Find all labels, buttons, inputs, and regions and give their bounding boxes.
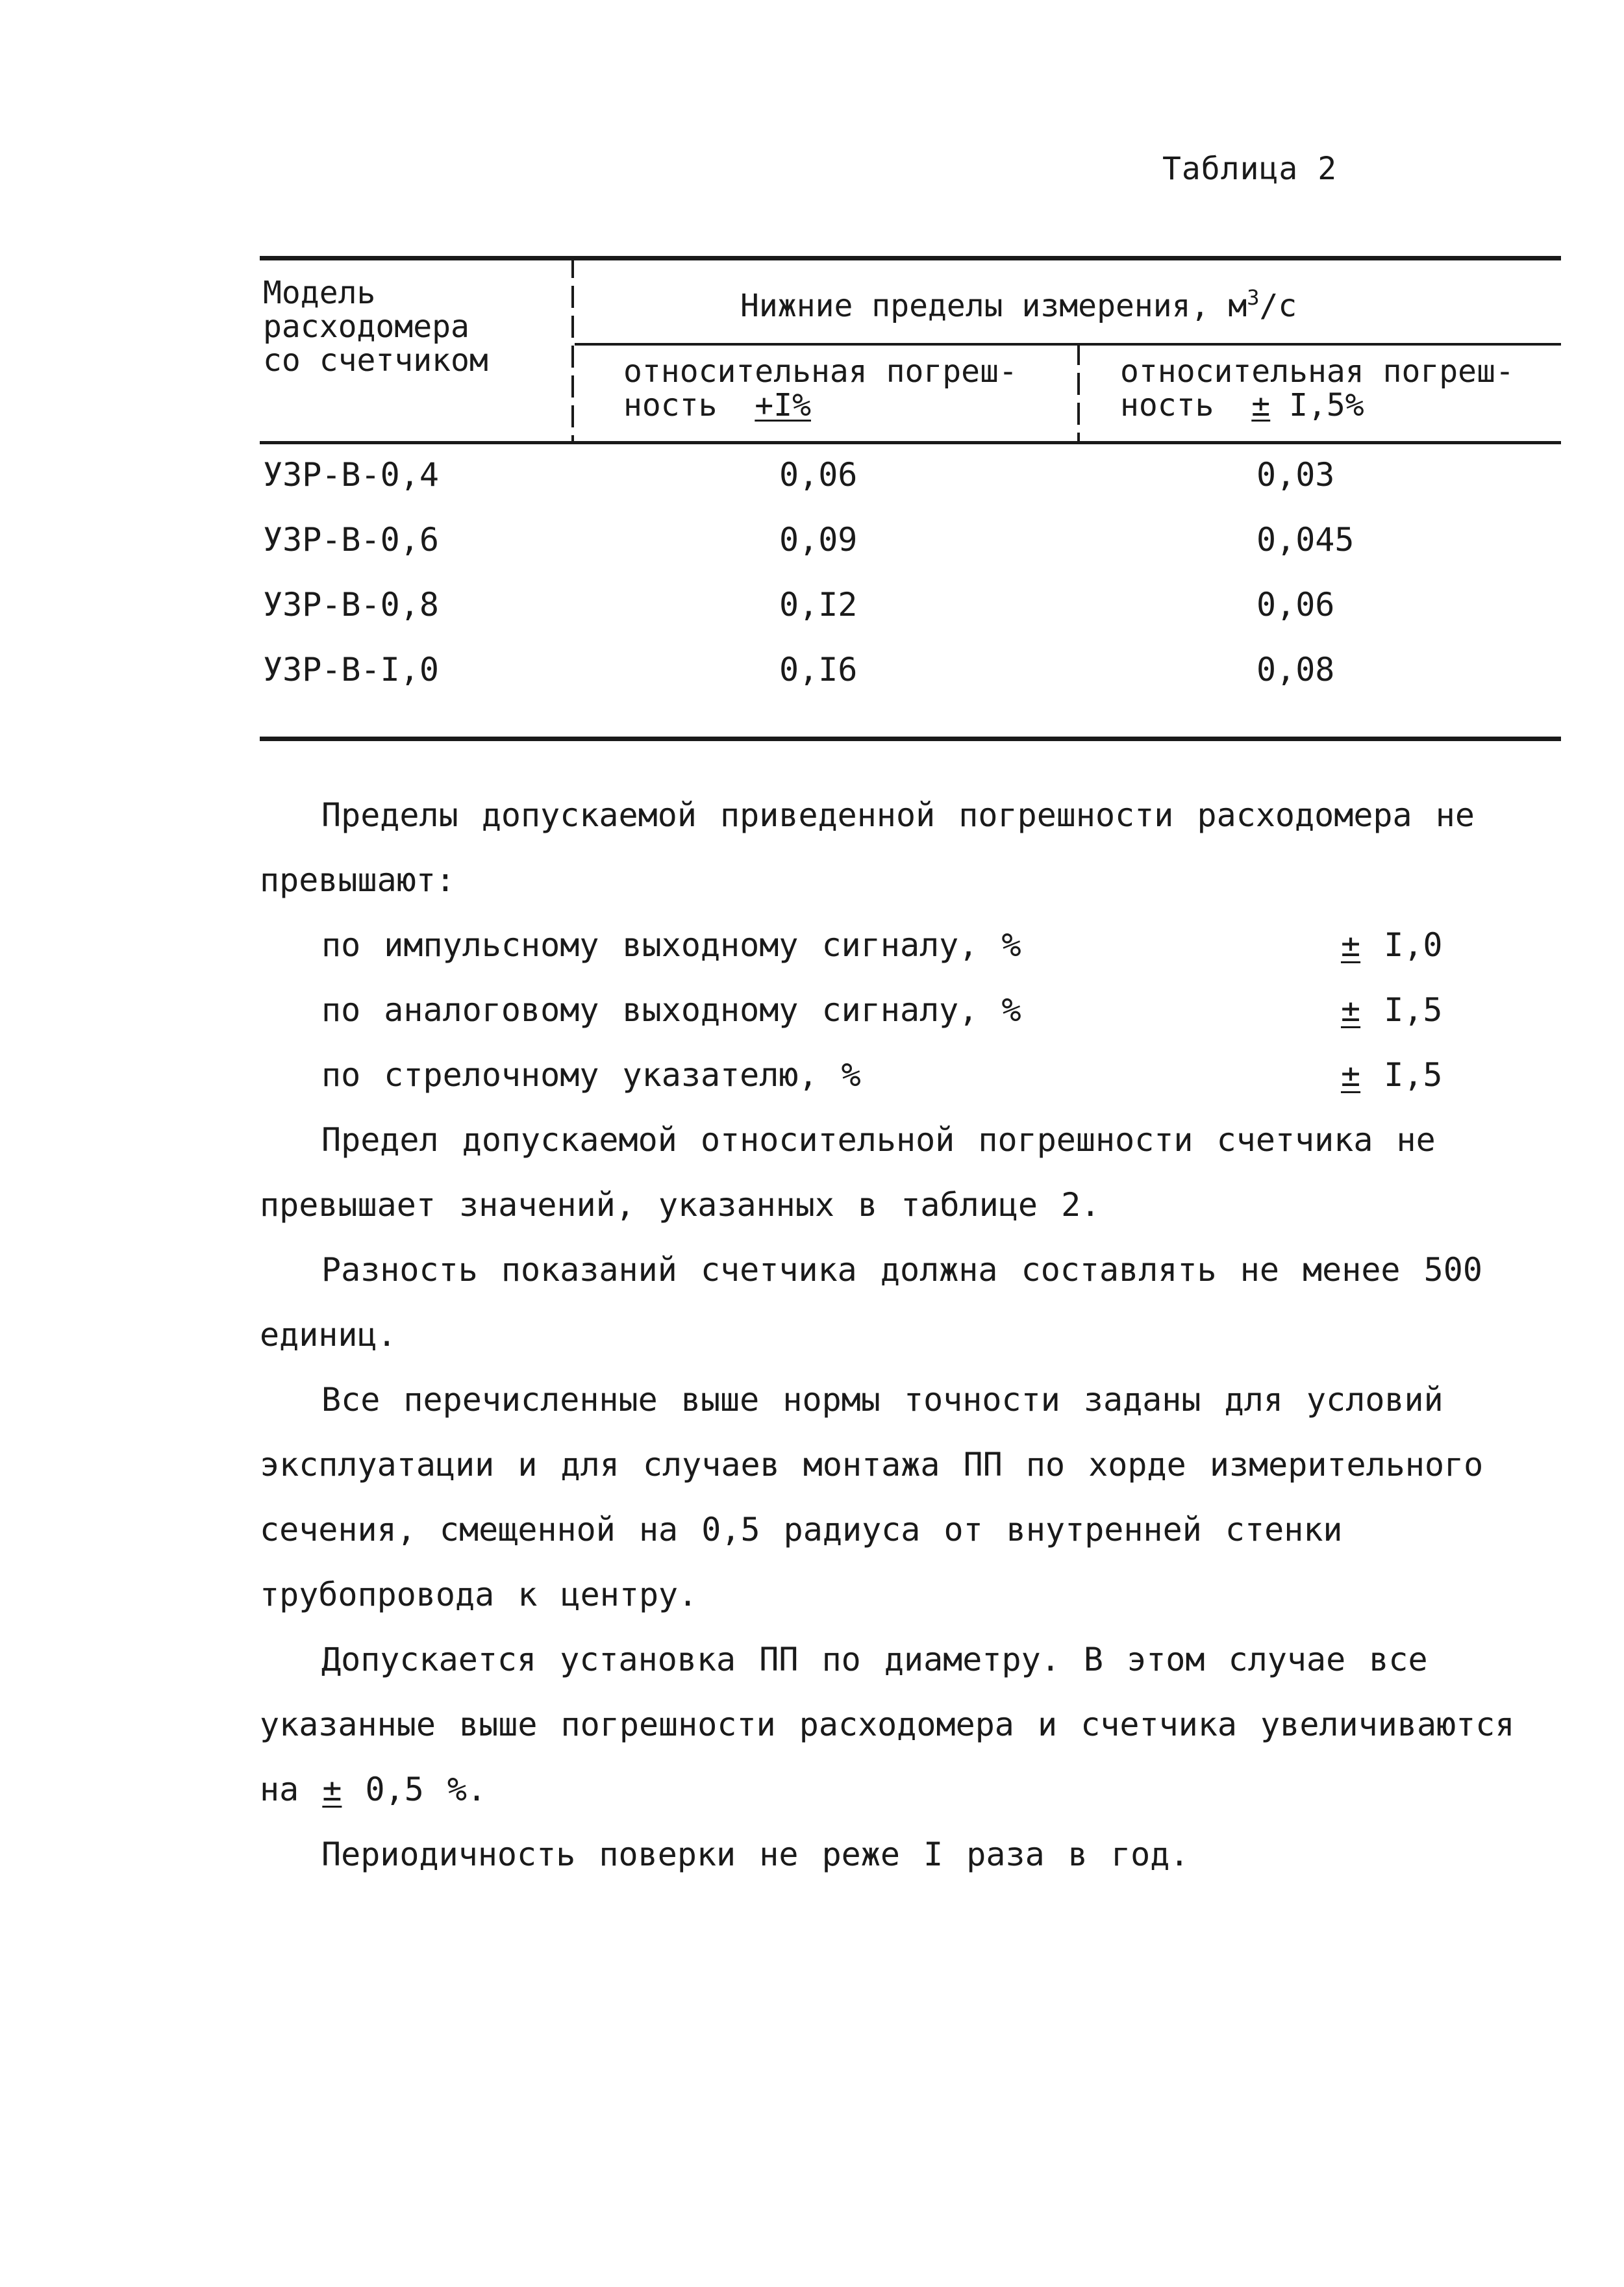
paragraph-accuracy-conditions: Все перечисленные выше нормы точности заданы для условий эксплуатации и для случаев монтажа ПП по хорде измерительного сечения, смещенной на 0,5 радиуса от внутренней стенки трубопровода к центру. — [260, 1381, 1484, 1613]
table-row — [0, 651, 1624, 690]
header-sub2-pm: ± — [1251, 387, 1271, 423]
table-header-rule — [260, 441, 1561, 444]
row-model: УЗР-В-0,8 — [263, 586, 439, 624]
limit-item — [260, 978, 1565, 1042]
table-top-rule — [260, 256, 1561, 260]
row-value-1: 0,I2 — [779, 586, 858, 624]
row-model: УЗР-В-0,4 — [263, 456, 439, 494]
paragraph-diameter-install — [260, 1627, 1565, 1822]
table-row — [0, 521, 1624, 560]
header-model: Модель расходомера со счетчиком — [263, 275, 488, 379]
plus-minus-sign: ± — [1341, 991, 1361, 1029]
header-sub2 — [1120, 355, 1514, 422]
row-model: УЗР-В-0,6 — [263, 521, 439, 559]
header-sub2-line1: относительная погреш- — [1120, 353, 1514, 390]
header-range — [740, 285, 1297, 324]
diameter-text-b: 0,5 %. — [342, 1771, 487, 1808]
limit-value — [1341, 1042, 1443, 1107]
table-bottom-rule — [260, 737, 1561, 741]
row-model: УЗР-В-I,0 — [263, 651, 439, 689]
limit-label: по стрелочному указателю, % — [321, 1056, 861, 1094]
diameter-text-a: Допускается установка ПП по диаметру. В этом случае все указанные выше погрешности расходомера и счетчика увеличиваются на — [260, 1641, 1515, 1808]
row-value-2: 0,06 — [1256, 586, 1335, 624]
paragraph-verification-period: Периодичность поверки не реже I раза в год. — [321, 1836, 1190, 1873]
row-value-2: 0,045 — [1256, 521, 1355, 559]
plus-minus-sign: ± — [322, 1771, 342, 1808]
plus-minus-sign: ± — [1341, 926, 1361, 964]
table-subheader-rule — [575, 343, 1561, 346]
row-value-2: 0,08 — [1256, 651, 1335, 689]
limit-value — [1341, 978, 1443, 1042]
limit-item — [260, 913, 1565, 978]
header-range-prefix: Нижние пределы измерения, м — [740, 288, 1247, 324]
header-sub1-prefix: ность — [623, 387, 755, 423]
body-text — [260, 783, 1565, 1887]
row-value-1: 0,09 — [779, 521, 858, 559]
row-value-1: 0,06 — [779, 456, 858, 494]
row-value-2: 0,03 — [1256, 456, 1335, 494]
limit-label: по аналоговому выходному сигналу, % — [321, 991, 1021, 1029]
paragraph-counter-difference: Разность показаний счетчика должна составлять не менее 500 единиц. — [260, 1251, 1482, 1354]
paragraph-counter-error: Предел допускаемой относительной погрешности счетчика не превышает значений, указанных в таблице 2. — [260, 1121, 1436, 1224]
limit-label: по импульсному выходному сигналу, % — [321, 926, 1021, 964]
header-sub1-line1: относительная погреш- — [623, 353, 1018, 390]
header-sub2-value: I,5% — [1270, 387, 1364, 423]
header-sub2-prefix: ность — [1120, 387, 1252, 423]
table-row — [0, 456, 1624, 495]
column-separator-model — [571, 256, 574, 444]
table-row — [0, 586, 1624, 625]
table-title: Таблица 2 — [1162, 151, 1338, 187]
limit-value — [1341, 913, 1443, 978]
row-value-1: 0,I6 — [779, 651, 858, 689]
plus-minus-sign: ± — [1341, 1056, 1361, 1094]
limit-number: I,5 — [1360, 991, 1443, 1029]
limit-number: I,0 — [1360, 926, 1443, 964]
limit-item — [260, 1042, 1565, 1107]
limit-number: I,5 — [1360, 1056, 1443, 1094]
header-range-suffix: /с — [1259, 288, 1297, 324]
header-sub1-value: +I% — [755, 387, 811, 423]
paragraph-limits-intro: Пределы допускаемой приведенной погрешности расходомера не превышают: — [260, 796, 1475, 899]
header-sub1 — [623, 355, 1018, 422]
header-range-sup: 3 — [1247, 285, 1260, 310]
column-separator-subheaders — [1077, 343, 1080, 444]
